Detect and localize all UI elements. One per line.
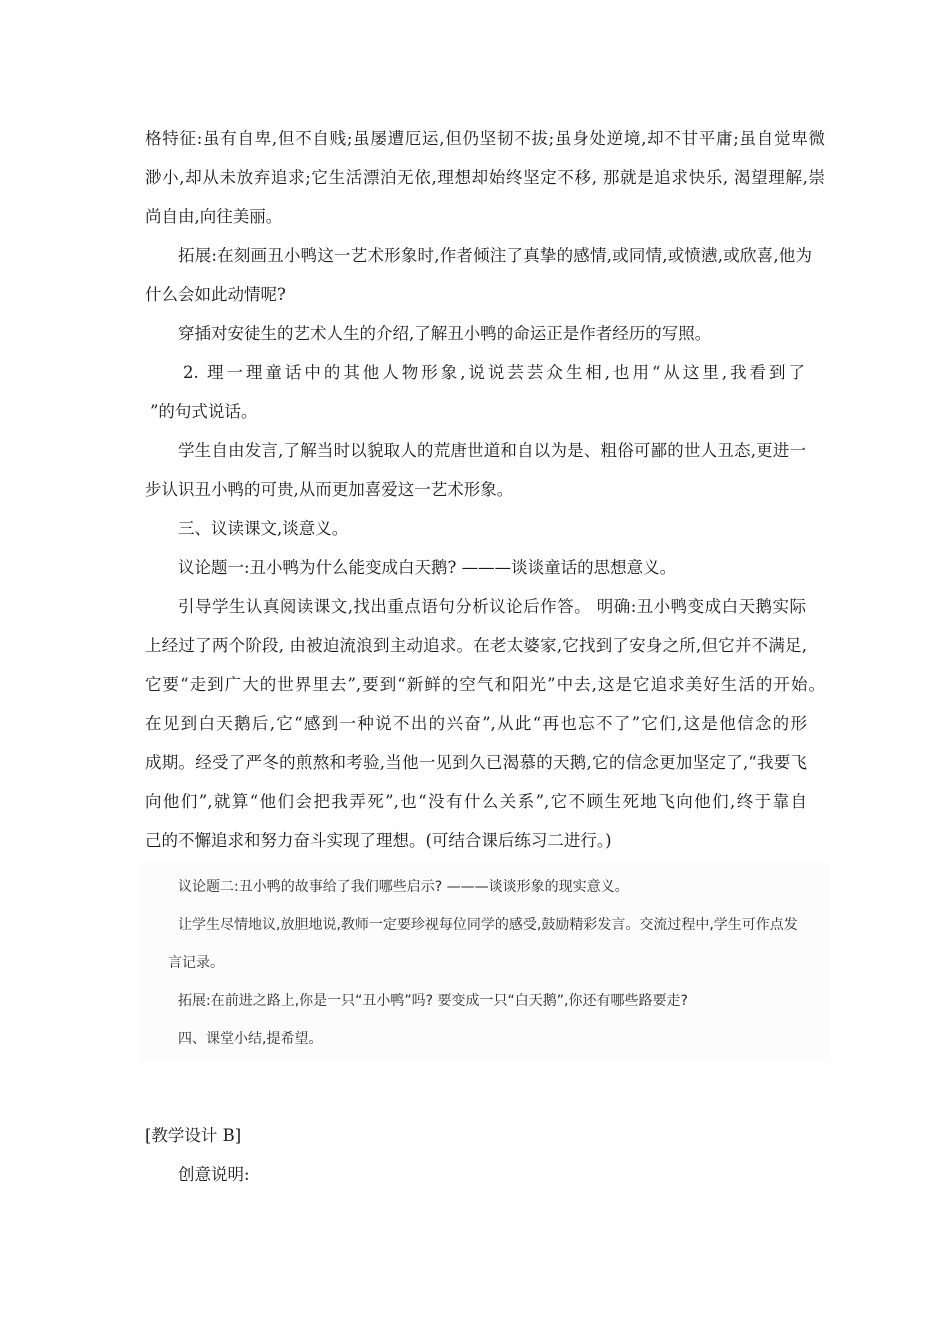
- discussion-topic-2: 议论题二:丑小鸭的故事给了我们哪些启示? ———谈谈形象的现实意义。: [178, 879, 629, 895]
- paragraph-line: 己的不懈追求和努力奋斗实现了理想。(可结合课后练习二进行。): [145, 831, 612, 850]
- paragraph-line: 穿插对安徒生的艺术人生的介绍,了解丑小鸭的命运正是作者经历的写照。: [178, 324, 712, 343]
- creative-note-label: 创意说明:: [178, 1165, 250, 1184]
- scanned-line: 拓展:在前进之路上,你是一只“丑小鸭”吗? 要变成一只“白天鹅”,你还有哪些路要走?: [178, 993, 688, 1009]
- scanned-line: 言记录。: [168, 955, 224, 971]
- paragraph-line: 格特征:虽有自卑,但不自贱;虽屡遭厄运,但仍坚韧不拔;虽身处逆境,却不甘平庸;虽自觉卑微: [145, 129, 825, 148]
- paragraph-line: 拓展:在刻画丑小鸭这一艺术形象时,作者倾注了真挚的感情,或同情,或愤懑,或欣喜,他为: [178, 246, 812, 265]
- discussion-topic-1: 议论题一:丑小鸭为什么能变成白天鹅? ———谈谈童话的思想意义。: [178, 558, 677, 577]
- paragraph-line: 在见到白天鹅后,它“感到一种说不出的兴奋”,从此“再也忘不了”它们,这是他信念的形: [145, 714, 807, 733]
- paragraph-line: 步认识丑小鸭的可贵,从而更加喜爱这一艺术形象。: [145, 480, 514, 499]
- scanned-line: 让学生尽情地议,放胆地说,教师一定要珍视每位同学的感受,鼓励精彩发言。交流过程中,学生可作点发: [178, 917, 798, 933]
- design-b-heading: [教学设计 B]: [145, 1126, 242, 1145]
- paragraph-line: 它要“走到广大的世界里去”,要到“新鲜的空气和阳光”中去,这是它追求美好生活的开始。: [145, 675, 825, 694]
- section-heading: 四、课堂小结,提希望。: [178, 1031, 323, 1047]
- paragraph-line: 向他们”,就算“他们会把我弄死”,也“没有什么关系”,它不顾生死地飞向他们,终于靠自: [145, 792, 807, 811]
- paragraph-line: 上经过了两个阶段, 由被迫流浪到主动追求。在老太婆家,它找到了安身之所,但它并不满足,: [145, 636, 807, 655]
- section-heading: 三、议读课文,谈意义。: [178, 519, 349, 538]
- list-item-line: ”的句式说话。: [150, 402, 258, 421]
- paragraph-line: 引导学生认真阅读课文,找出重点语句分析议论后作答。 明确:丑小鸭变成白天鹅实际: [178, 597, 806, 616]
- paragraph-line: 渺小,却从未放弃追求;它生活漂泊无依,理想却始终坚定不移, 那就是追求快乐, 渴望理解,崇: [145, 168, 825, 187]
- paragraph-line: 什么会如此动情呢?: [145, 285, 286, 304]
- paragraph-line: 尚自由,向往美丽。: [145, 207, 283, 226]
- list-item-line: 2. 理一理童话中的其他人物形象,说说芸芸众生相,也用“从这里,我看到了: [183, 363, 805, 382]
- paragraph-line: 成期。经受了严冬的煎熬和考验,当他一见到久已渴慕的天鹅,它的信念更加坚定了,“我要飞: [145, 753, 807, 772]
- paragraph-line: 学生自由发言,了解当时以貌取人的荒唐世道和自以为是、粗俗可鄙的世人丑态,更进一: [178, 441, 806, 460]
